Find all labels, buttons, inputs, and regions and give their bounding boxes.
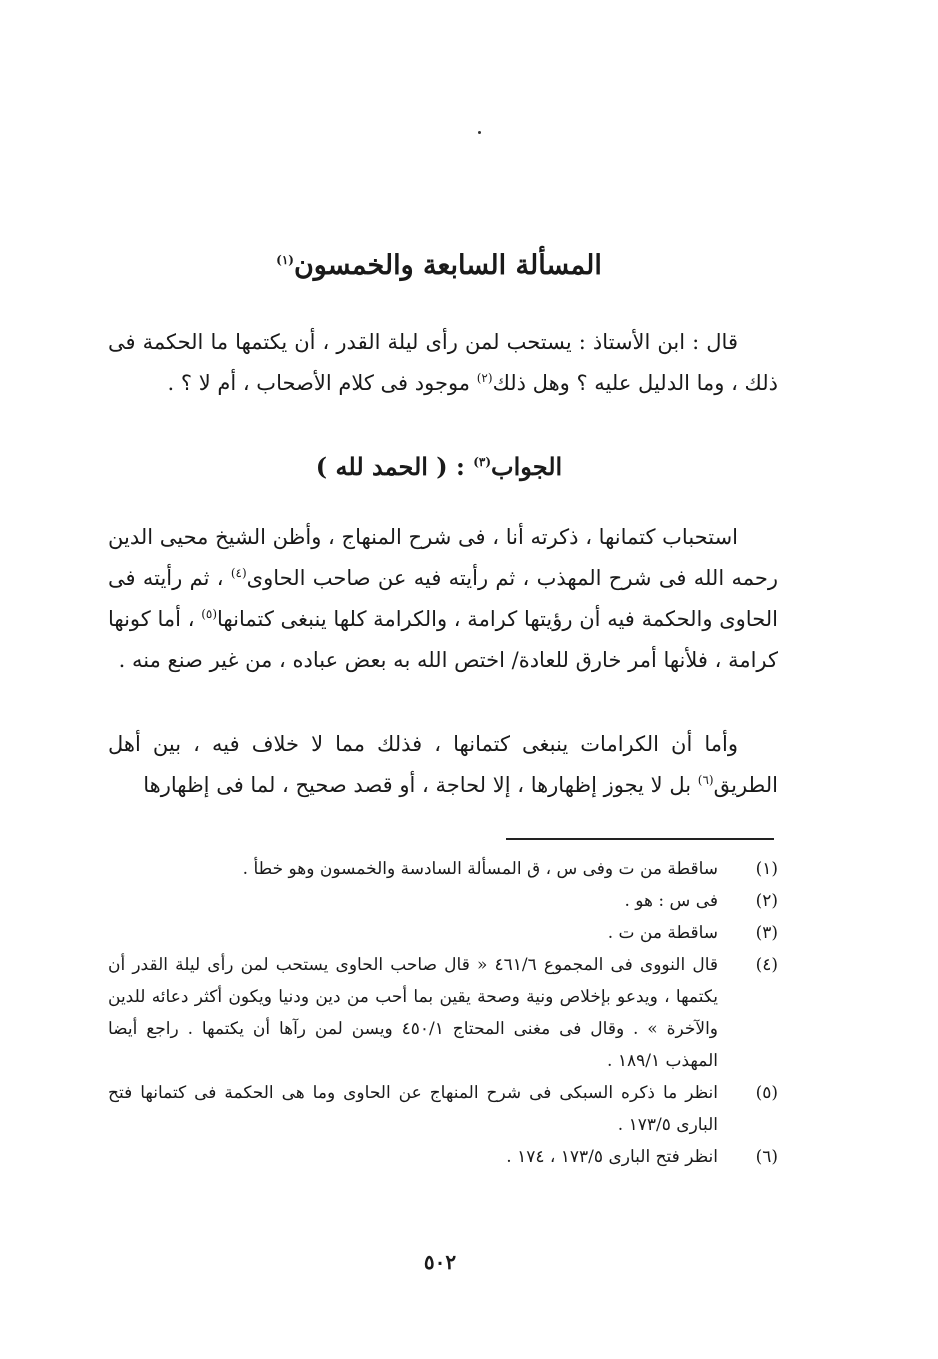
footnote-number: (٤) <box>755 955 778 975</box>
question-paragraph <box>108 322 778 404</box>
section-title <box>100 250 778 281</box>
speck-mark <box>478 131 481 134</box>
footnote-text: فى س : هو . <box>624 891 718 911</box>
footnote-text: انظر فتح البارى ١٧٣/٥ ، ١٧٤ . <box>506 1147 718 1167</box>
footnote-item <box>108 885 778 917</box>
footnote-text: قال النووى فى المجموع ٤٦١/٦ « قال صاحب الحاوى يستحب لمن رأى ليلة القدر أن يكتمها ، ويدعو بإخلاص ونية وصحة يقين بما أحب من دين ودنيا ويكون أكثر دعائه للدين والآخرة » . وقال فى مغنى المحتاج ٤٥٠/١ ويسن لمن رآها أن يكتمها . راجع أيضا المهذب ١٨٩/١ . <box>108 955 719 1071</box>
footnote-item <box>108 1077 778 1141</box>
footnote-number: (٢) <box>755 891 778 911</box>
answer-paragraph-2 <box>108 724 778 806</box>
answer-paragraph-1 <box>108 517 778 681</box>
paragraph-text: ، أما كونها كرامة ، فلأنها أمر خارق للعادة/ اختص الله به بعض عباده ، من غير صنع منه . <box>108 607 778 672</box>
question-text-continued: موجود فى كلام الأصحاب ، أم لا ؟ . <box>167 371 477 395</box>
footnote-number: (١) <box>755 859 778 879</box>
footnote-divider <box>506 838 774 840</box>
paragraph-text: استحباب كتمانها ، ذكرته أنا ، فى شرح المنهاج ، وأظن الشيخ محيى الدين رحمه الله فى شرح المهذب ، ثم رأيته فيه عن صاحب الحاوى <box>108 525 778 590</box>
footnote-ref: (٤) <box>230 566 247 580</box>
footnote-text: ساقطة من ت . <box>607 923 718 943</box>
footnote-ref: (١) <box>276 253 294 267</box>
answer-heading <box>100 452 778 481</box>
footnote-text: انظر ما ذكره السبكى فى شرح المنهاج عن الحاوى وما هى الحكمة فى كتمانها فتح البارى ١٧٣/٥ . <box>108 1083 718 1135</box>
answer-label: الجواب <box>491 452 563 481</box>
footnote-number: (٥) <box>755 1083 778 1103</box>
footnote-number: (٦) <box>755 1147 778 1167</box>
paragraph-text: ، ثم رأيته فى الحاوى والحكمة فيه أن رؤيتها كرامة ، والكرامة كلها ينبغى كتمانها <box>108 566 778 631</box>
footnotes-section <box>108 853 778 1173</box>
footnote-item <box>108 917 778 949</box>
page-number: ٥٠٢ <box>423 1250 457 1274</box>
footnote-ref: (٣) <box>473 455 492 469</box>
footnote-ref: (٦) <box>697 773 714 787</box>
footnote-ref: (٢) <box>476 371 493 385</box>
footnote-text: ساقطة من ت وفى س ، ق المسألة السادسة والخمسون وهو خطأ . <box>242 859 718 879</box>
footnote-item <box>108 853 778 885</box>
footnote-number: (٣) <box>755 923 778 943</box>
footnote-item <box>108 1141 778 1173</box>
paragraph-text: وأما أن الكرامات ينبغى كتمانها ، فذلك مما لا خلاف فيه ، بين أهل الطريق <box>108 732 778 797</box>
paragraph-text: بل لا يجوز إظهارها ، إلا لحاجة ، أو قصد صحيح ، لما فى إظهارها <box>143 773 698 797</box>
section-title-text: المسألة السابعة والخمسون <box>293 250 602 281</box>
question-text: قال : ابن الأستاذ : يستحب لمن رأى ليلة القدر ، أن يكتمها ما الحكمة فى ذلك ، وما الدليل عليه ؟ وهل ذلك <box>108 330 778 395</box>
answer-heading-rest: : ( الحمد لله ) <box>315 452 465 481</box>
footnote-ref: (٥) <box>201 607 218 621</box>
footnote-item <box>108 949 778 1077</box>
